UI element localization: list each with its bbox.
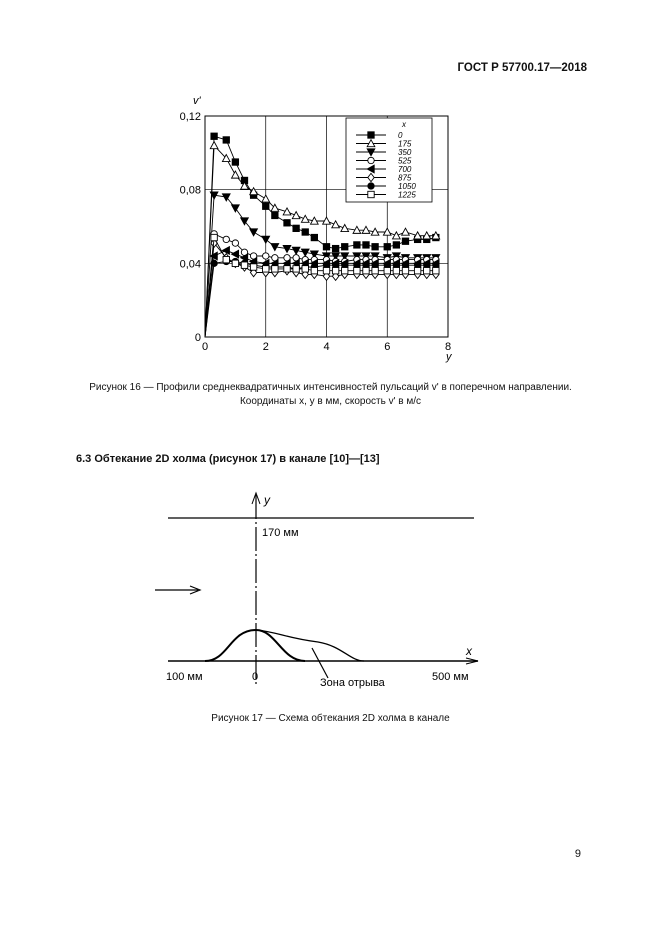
legend-label: 175	[398, 139, 412, 149]
figure-17-caption: Рисунок 17 — Схема обтекания 2D холма в канале	[211, 713, 450, 724]
data-point	[211, 133, 217, 139]
series-1225	[205, 234, 439, 337]
data-point	[342, 244, 348, 250]
legend-label: 350	[398, 148, 412, 157]
legend-title: x	[402, 120, 406, 129]
data-point	[272, 266, 278, 272]
data-point	[262, 236, 270, 243]
data-point	[332, 268, 338, 274]
y-tick-label: 0,08	[179, 184, 201, 197]
x-tick-label: 6	[384, 341, 391, 353]
data-point	[223, 236, 229, 242]
data-point	[232, 159, 238, 165]
figure-16-caption	[0, 381, 661, 409]
data-point	[372, 244, 378, 250]
data-point	[311, 268, 317, 274]
legend-marker	[368, 191, 374, 197]
legend-label: 1225	[398, 190, 416, 200]
data-point	[263, 203, 269, 209]
data-point	[332, 221, 340, 228]
x-axis-title: y	[446, 351, 452, 363]
series-line-525	[205, 234, 436, 337]
data-point	[241, 262, 247, 268]
figure-16-caption-line-2: Координаты x, y в мм, скорость v' в м/с	[239, 396, 421, 407]
data-point	[402, 228, 410, 235]
legend-label: 875	[398, 173, 412, 183]
data-point	[372, 268, 378, 274]
data-point	[332, 245, 338, 251]
separation-zone-label: Зона отрыва	[320, 677, 385, 689]
legend-marker	[368, 132, 374, 138]
top-wall-label: 170 мм	[262, 527, 299, 539]
data-point	[263, 253, 269, 259]
hill-profile	[205, 630, 305, 661]
section-heading: 6.3 Обтекание 2D холма (рисунок 17) в канале [10]—[13]	[76, 453, 380, 465]
data-point	[363, 242, 369, 248]
data-point	[341, 225, 349, 232]
data-point	[210, 142, 218, 149]
data-point	[393, 242, 399, 248]
data-point	[302, 229, 308, 235]
data-point	[301, 215, 309, 222]
data-point	[424, 268, 430, 274]
series-525	[205, 231, 439, 337]
data-point	[272, 212, 278, 218]
data-point	[433, 268, 439, 274]
y-axis-title: v'	[193, 95, 201, 107]
data-point	[232, 171, 240, 178]
data-point	[393, 268, 399, 274]
data-point	[232, 260, 238, 266]
y-tick-label: 0,04	[179, 258, 201, 271]
figure-16-caption-line-1: Рисунок 16 — Профили среднеквадратичных интенсивностей пульсаций v' в поперечном направлении.	[89, 382, 572, 393]
data-point	[222, 247, 229, 255]
data-point	[284, 220, 290, 226]
data-point	[263, 266, 269, 272]
data-point	[250, 264, 256, 270]
data-point	[384, 244, 390, 250]
y-axis-label: y	[264, 493, 270, 507]
data-point	[223, 256, 229, 262]
figure-17-diagram	[0, 480, 661, 710]
legend-label: 525	[398, 156, 412, 166]
x-tick-label: 0	[201, 341, 209, 353]
series-line-1225	[205, 238, 436, 337]
data-point	[354, 268, 360, 274]
legend-label: 1050	[398, 182, 416, 191]
page-number: 9	[574, 848, 581, 860]
legend-label: 700	[398, 165, 412, 174]
x-tick-label: 8	[444, 341, 452, 353]
figure-16-chart	[0, 0, 661, 380]
data-point	[393, 232, 401, 239]
series-line-1050	[205, 262, 436, 338]
separation-pointer	[312, 648, 328, 678]
legend-label: 0	[398, 131, 403, 140]
data-point	[293, 266, 299, 272]
legend-box	[346, 118, 432, 202]
data-point	[293, 225, 299, 231]
document-code-header: ГОСТ Р 57700.17—2018	[457, 62, 587, 74]
flow-direction-arrow	[155, 586, 200, 594]
series-875	[205, 239, 439, 337]
data-point	[384, 268, 390, 274]
x-tick-label: 4	[323, 341, 330, 353]
data-point	[223, 137, 229, 143]
legend-marker	[368, 157, 374, 163]
data-point	[363, 268, 369, 274]
data-point	[311, 234, 317, 240]
data-point	[323, 268, 329, 274]
separation-streamline	[256, 630, 364, 661]
data-point	[284, 266, 290, 272]
data-point	[354, 242, 360, 248]
origin-label: 0	[252, 671, 259, 683]
x-axis-label: x	[466, 644, 472, 658]
y-tick-label: 0	[194, 332, 201, 344]
data-point	[232, 240, 238, 246]
chart-legend	[346, 118, 432, 202]
x-tick-label: 2	[262, 341, 269, 353]
data-point	[342, 268, 348, 274]
data-point	[292, 212, 300, 219]
right-dimension-label: 500 мм	[432, 671, 469, 683]
data-point	[402, 268, 408, 274]
data-point	[211, 234, 217, 240]
data-point	[323, 244, 329, 250]
data-point	[414, 268, 420, 274]
y-tick-label: 0,12	[179, 111, 201, 123]
data-point	[402, 238, 408, 244]
left-dimension-label: 100 мм	[166, 671, 203, 683]
data-point	[302, 266, 308, 272]
data-point	[250, 229, 258, 236]
data-point	[262, 195, 270, 202]
data-point	[232, 250, 239, 258]
data-point	[232, 205, 240, 212]
legend-marker	[368, 183, 374, 189]
